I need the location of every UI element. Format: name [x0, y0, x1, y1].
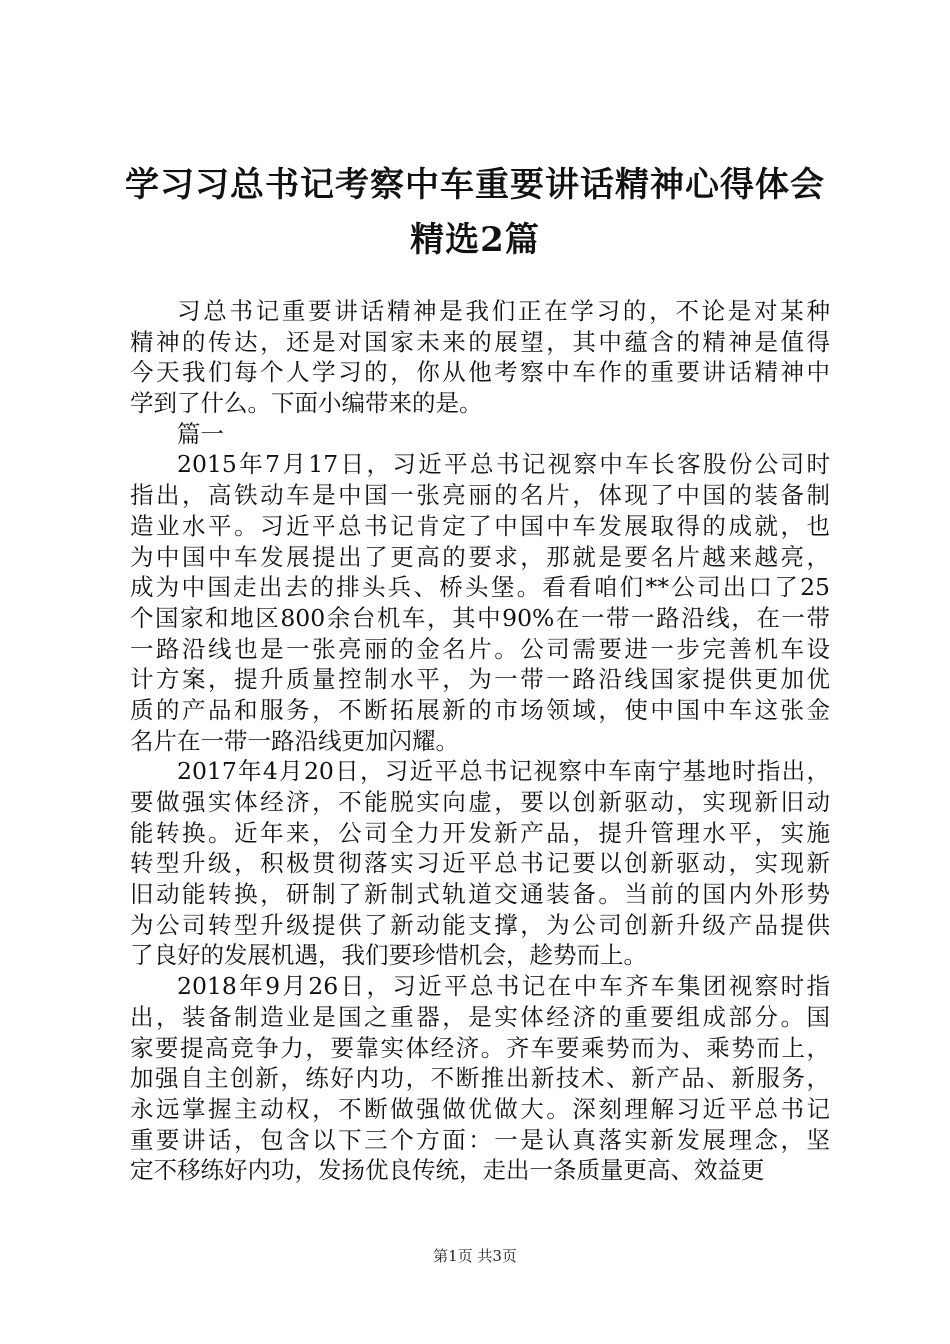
paragraph-line: 为公司转型升级提供了新动能支撑，为公司创新升级产品提供	[130, 910, 830, 939]
paragraph-line: 能转换。近年来，公司全力开发新产品，提升管理水平，实施	[130, 818, 830, 847]
paragraph-line: 转型升级，积极贯彻落实习近平总书记要以创新驱动，实现新	[130, 849, 830, 878]
paragraph-line: 加强自主创新，练好内功，不断推出新技术、新产品、新服务，	[130, 1064, 830, 1093]
paragraph-line: 为中国中车发展提出了更高的要求，那就是要名片越来越亮，	[130, 542, 830, 571]
paragraph-line: 成为中国走出去的排头兵、桥头堡。看看咱们**公司出口了25	[130, 573, 830, 602]
paragraph-line: 指出，高铁动车是中国一张亮丽的名片，体现了中国的装备制	[130, 481, 830, 510]
paragraph-line: 2015年7月17日，习近平总书记视察中车长客股份公司时	[177, 450, 830, 479]
paragraph-line: 了良好的发展机遇，我们要珍惜机会，趁势而上。	[130, 941, 647, 970]
paragraph-line: 个国家和地区800余台机车，其中90%在一带一路沿线，在一带	[130, 603, 830, 632]
paragraph-line: 永远掌握主动权，不断做强做优做大。深刻理解习近平总书记	[130, 1094, 830, 1123]
paragraph-line: 重要讲话，包含以下三个方面：一是认真落实新发展理念，坚	[130, 1125, 830, 1154]
paragraph-line: 造业水平。习近平总书记肯定了中国中车发展取得的成就，也	[130, 511, 830, 540]
page-footer: 第1页 共3页	[433, 1247, 517, 1265]
paragraph-line: 计方案，提升质量控制水平，为一带一路沿线国家提供更加优	[130, 665, 830, 694]
paragraph-line: 习总书记重要讲话精神是我们正在学习的，不论是对某种	[177, 297, 830, 325]
paragraph-line: 一路沿线也是一张亮丽的金名片。公司需要进一步完善机车设	[130, 634, 830, 663]
paragraph-line: 今天我们每个人学习的，你从他考察中车作的重要讲话精神中	[130, 358, 830, 387]
paragraph-line: 精神的传达，还是对国家未来的展望，其中蕴含的精神是值得	[130, 327, 830, 356]
paragraph-line: 旧动能转换，研制了新制式轨道交通装备。当前的国内外形势	[130, 880, 830, 909]
paragraph-line: 篇一	[177, 419, 224, 448]
paragraph-line: 质的产品和服务，不断拓展新的市场领域，使中国中车这张金	[130, 695, 830, 724]
document-title-line1: 学习习总书记考察中车重要讲话精神心得体会	[125, 165, 825, 205]
paragraph-line: 定不移练好内功，发扬优良传统，走出一条质量更高、效益更	[130, 1156, 765, 1185]
paragraph-line: 2018年9月26日，习近平总书记在中车齐车集团视察时指	[177, 972, 830, 1001]
document-body	[130, 296, 830, 1186]
paragraph-line: 2017年4月20日，习近平总书记视察中车南宁基地时指出，	[177, 757, 830, 786]
document-title-line2: 精选2篇	[410, 220, 540, 260]
paragraph-line: 学到了什么。下面小编带来的是。	[130, 389, 483, 418]
paragraph-line: 家要提高竞争力，要靠实体经济。齐车要乘势而为、乘势而上，	[130, 1033, 830, 1062]
paragraph-line: 要做强实体经济，不能脱实向虚，要以创新驱动，实现新旧动	[130, 788, 830, 816]
paragraph-line: 出，装备制造业是国之重器，是实体经济的重要组成部分。国	[130, 1002, 830, 1031]
paragraph-line: 名片在一带一路沿线更加闪耀。	[130, 726, 459, 755]
